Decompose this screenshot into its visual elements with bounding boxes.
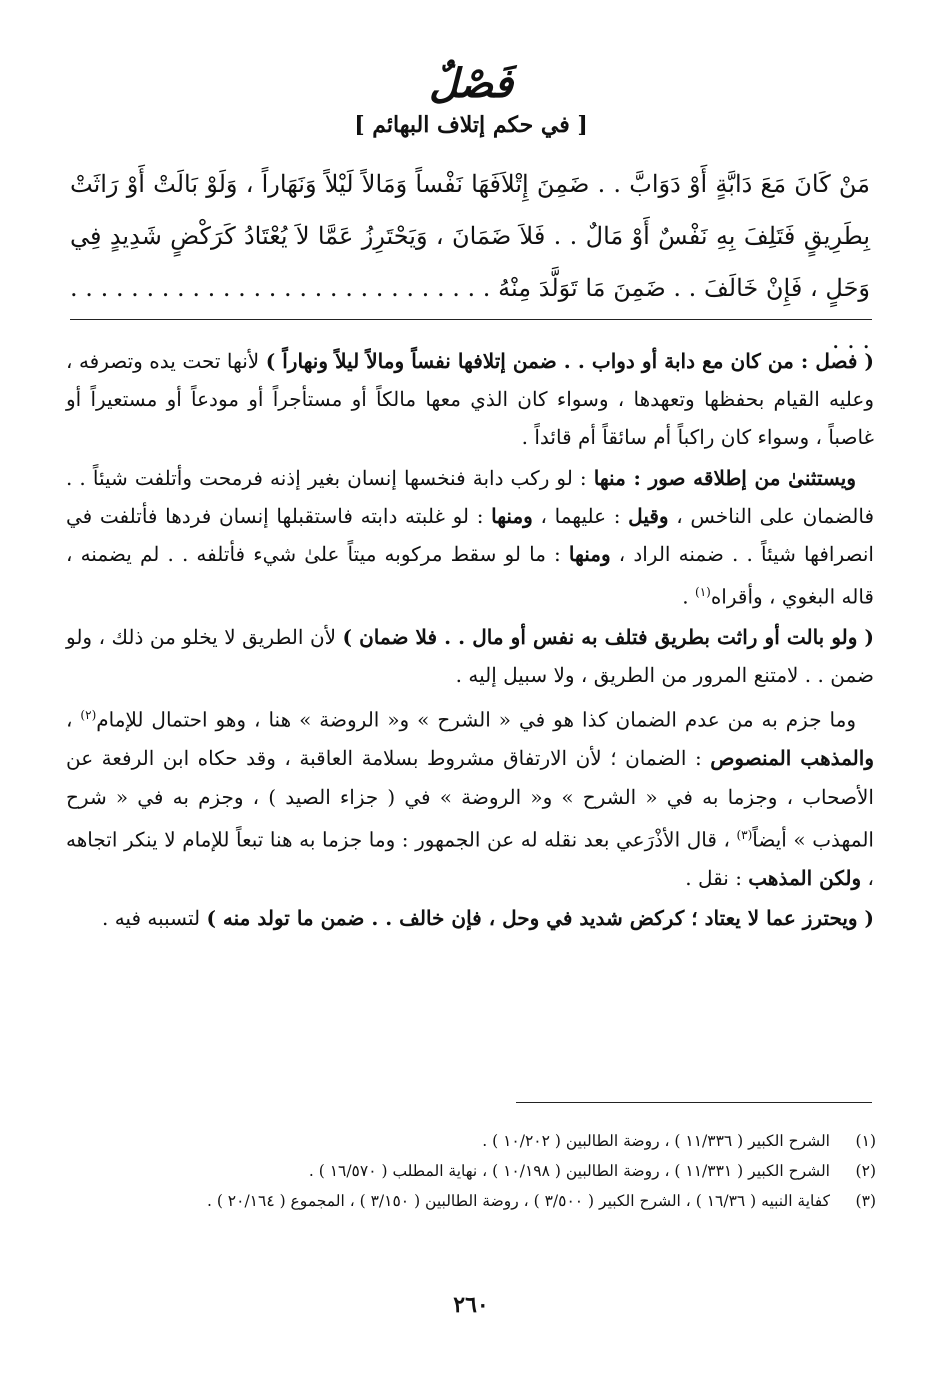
bold-term: ويستثنىٰ من إطلاقه صور : منها bbox=[593, 465, 856, 490]
commentary-text: ، قال الأذْرَعي بعد نقله له عن الجمهور : وما جزما به هنا تبعاً للإمام لا ينكر اتجاهه ، bbox=[66, 827, 874, 890]
footnote-item bbox=[80, 1126, 876, 1156]
commentary-text: : نقل . bbox=[685, 865, 749, 890]
commentary-text: : لو غلبته دابته فاستقبلها إنسان فردها فأتلفت في انصرافها شيئاً . . ضمنه الراد ، bbox=[66, 503, 874, 567]
commentary-paragraph-5 bbox=[66, 899, 874, 937]
footnote-text: كفاية النبيه ( ١٦/٣٦ ) ، الشرح الكبير ( ٣/٥٠٠ ) ، روضة الطالبين ( ٣/١٥٠ ) ، المجموع ( ٢٠/١٦٤ ) . bbox=[206, 1192, 830, 1210]
commentary-paragraph-4 bbox=[66, 696, 874, 896]
footnote-text: الشرح الكبير ( ١١/٣٣٦ ) ، روضة الطالبين ( ١٠/٢٠٢ ) . bbox=[482, 1132, 830, 1150]
footnote-item bbox=[80, 1156, 876, 1186]
footnote-item bbox=[80, 1186, 876, 1216]
quoted-matn: ( فصل : من كان مع دابة أو دواب . . ضمن إتلافها نفساً ومالاً ليلاً ونهاراً ) bbox=[265, 349, 874, 373]
commentary-paragraph-3 bbox=[66, 618, 874, 694]
page-number: ٢٦٠ bbox=[453, 1292, 489, 1318]
commentary-text-block bbox=[66, 342, 874, 939]
bold-term: ومنها bbox=[568, 542, 611, 567]
section-subtitle: [ في حكم إتلاف البهائم ] bbox=[354, 112, 588, 138]
section-header bbox=[0, 62, 942, 140]
commentary-text: لأنها تحت يده وتصرفه ، وعليه القيام بحفظها وتعهدها ، وسواء كان الذي معها مالكاً أو مستأجراً أو مودعاً أو مستعيراً أو غاصباً ، وسواء كان راكباً أم سائقاً أم قائداً . bbox=[66, 349, 874, 450]
commentary-text: : ما لو سقط مركوبه ميتاً علىٰ شيء فأتلفه . . لم يضمنه ، قاله البغوي ، وأقراه bbox=[66, 542, 874, 609]
matn-text-block bbox=[70, 158, 870, 366]
footnote-ref[interactable]: (٢) bbox=[80, 708, 97, 723]
footnote-number: (٣) bbox=[855, 1192, 876, 1210]
commentary-paragraph-2 bbox=[66, 459, 874, 616]
commentary-text: : لو ركب دابة فنخسها إنسان بغير إذنه فرمحت وأتلفت شيئاً . . فالضمان على الناخس ، bbox=[66, 465, 875, 528]
bold-term: والمذهب المنصوص bbox=[710, 746, 874, 771]
quoted-matn: ( ولو بالت أو راثت بطريق فتلف به نفس أو مال . . فلا ضمان ) bbox=[342, 625, 874, 650]
footnotes-block bbox=[80, 1126, 876, 1216]
commentary-paragraph-1 bbox=[66, 342, 874, 457]
commentary-text: لأن الطريق لا يخلو من ذلك ، ولو ضمن . . لامتنع المرور من الطريق ، ولا سبيل إليه . bbox=[66, 625, 874, 688]
footnote-divider bbox=[516, 1102, 872, 1103]
footnote-number: (١) bbox=[855, 1132, 876, 1150]
bold-term: ومنها bbox=[491, 503, 533, 528]
matn-divider bbox=[70, 319, 872, 320]
commentary-text: وما جزم به من عدم الضمان كذا هو في « الشرح » و« الروضة » هنا ، وهو احتمال للإمام bbox=[96, 708, 857, 733]
bold-term: وقيل bbox=[628, 503, 669, 528]
bold-term: ولكن المذهب bbox=[748, 865, 862, 890]
commentary-text: . bbox=[682, 584, 695, 609]
footnote-ref[interactable]: (٣) bbox=[736, 827, 753, 842]
quoted-matn: ( ويحترز عما لا يعتاد ؛ كركض شديد في وحل ، فإن خالف . . ضمن ما تولد منه ) bbox=[206, 905, 874, 930]
footnote-ref[interactable]: (١) bbox=[695, 585, 711, 600]
footnote-text: الشرح الكبير ( ١١/٣٣١ ) ، روضة الطالبين ( ١٠/١٩٨ ) ، نهاية المطلب ( ١٦/٥٧٠ ) . bbox=[308, 1162, 830, 1180]
chapter-title: فَصْلٌ bbox=[428, 60, 514, 107]
commentary-text: ، bbox=[66, 708, 81, 733]
commentary-text: : عليهما ، bbox=[532, 503, 629, 528]
footnote-number: (٢) bbox=[855, 1162, 876, 1180]
matn-paragraph: مَنْ كَانَ مَعَ دَابَّةٍ أَوْ دَوَابَّ . . ضَمِنَ إِتْلاَفَهَا نَفْساً وَمَالاً لَيْلاً وَنَهَاراً ، وَلَوْ بَالَتْ أَوْ رَاثَتْ بِطَرِيقٍ فَتَلِفَ بِهِ نَفْسٌ أَوْ مَالٌ . . فَلاَ ضَمَانَ ، وَيَحْتَرِزُ عَمَّا لاَ يُعْتَادُ كَرَكْضٍ شَدِيدٍ فِي وَحَلٍ ، فَإِنْ خَالَفَ . . ضَمِنَ مَا تَوَلَّدَ مِنْهُ . . . . . . . . . . . . . . . . . . . . . . . . . . . . . . . bbox=[70, 170, 870, 354]
commentary-text: لتسببه فيه . bbox=[101, 905, 207, 930]
commentary-text: : الضمان ؛ لأن الارتفاق مشروط بسلامة العاقبة ، وقد حكاه ابن الرفعة عن الأصحاب ، وجزما به في « الشرح » و« الروضة » في ( جزاء الصيد ) ، وجزم به في « شرح المهذب » أيضاً bbox=[66, 746, 874, 852]
